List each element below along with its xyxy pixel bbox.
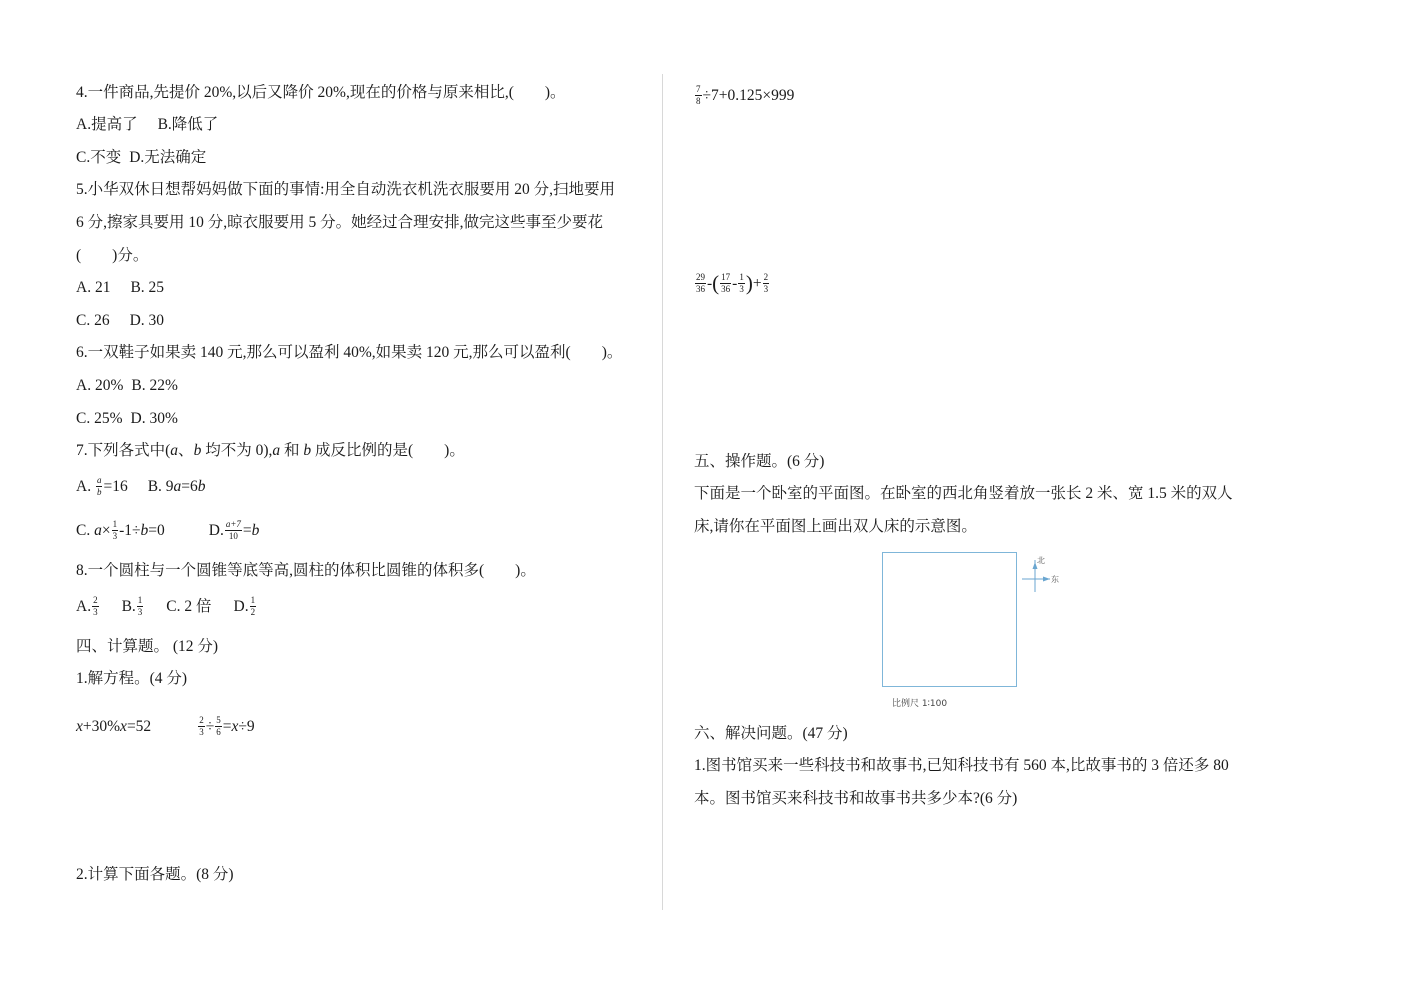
compass-icon (1020, 554, 1064, 594)
option-a: A. 21 (76, 279, 111, 296)
scale-label: 比例尺 1∶100 (892, 699, 948, 709)
fraction: $\frac{1}{3}$ (137, 595, 143, 617)
section-5-heading: 五、操作题。(6 分) (694, 453, 825, 470)
bedroom-floor-plan (882, 552, 1017, 687)
option-b: B.降低了 (157, 116, 219, 133)
equation-2: $\frac{2}{3}$ ÷ $\frac{5}{6}$ =x÷9 (199, 715, 255, 737)
fraction: $\frac{5}{6}$ (216, 715, 221, 737)
question-5-options-ab (76, 278, 164, 298)
option-d: D. $\frac{1}{2}$ (233, 595, 256, 617)
option-c: C. a× $\frac{1}{3}$ -1÷b=0 (76, 519, 165, 541)
option-d: D.无法确定 (129, 149, 207, 166)
option-d: D. 30% (130, 410, 178, 427)
fraction: $\frac{a+7}{10}$ (225, 519, 241, 541)
option-a: A. $\frac{2}{3}$ (76, 595, 98, 617)
question-5-line-1: 5.小华双休日想帮妈妈做下面的事情:用全自动洗衣机洗衣服要用 20 分,扫地要用 (76, 181, 616, 198)
section-4-part-1: 1.解方程。(4 分) (76, 670, 188, 687)
fraction: $\frac{2}{3}$ (93, 595, 98, 617)
question-5-line-3: ( )分。 (76, 247, 149, 264)
equation-1: x+30%x=52 (76, 718, 152, 736)
option-b: B. 9a=6b (147, 478, 206, 496)
fraction: $\frac{2}{3}$ (763, 272, 769, 294)
section-6-line-2: 本。图书馆买来科技书和故事书共多少本?(6 分) (694, 790, 1018, 807)
option-c: C. 25% (76, 410, 123, 427)
question-6: 6.一双鞋子如果卖 140 元,那么可以盈利 40%,如果卖 120 元,那么可以盈利( )。 (76, 344, 623, 361)
fraction: $\frac{1}{3}$ (112, 519, 118, 541)
fraction: $\frac{a}{b}$ (96, 475, 102, 497)
fraction: $\frac{7}{8}$ (696, 84, 701, 106)
question-5-line-2: 6 分,擦家具要用 10 分,晾衣服要用 5 分。她经过合理安排,做完这些事至少要花 (76, 214, 604, 231)
option-a: A. 20% (76, 377, 124, 394)
question-8: 8.一个圆柱与一个圆锥等底等高,圆柱的体积比圆锥的体积多( )。 (76, 562, 536, 579)
option-b: B. 25 (130, 279, 165, 296)
equations (76, 717, 255, 738)
section-6-line-1: 1.图书馆买来一些科技书和故事书,已知科技书有 560 本,比故事书的 3 倍还多 80 (694, 757, 1229, 774)
question-6-options-cd (76, 409, 178, 429)
question-4-options-ab (76, 115, 218, 135)
option-d: D. 30 (129, 312, 165, 329)
fraction: $\frac{1}{3}$ (739, 272, 744, 294)
section-6-heading: 六、解决问题。(47 分) (694, 725, 848, 742)
question-4: 4.一件商品,先提价 20%,以后又降价 20%,现在的价格与原来相比,( )。 (76, 84, 566, 101)
question-7-options-ab (76, 477, 206, 498)
question-4-options-cd (76, 148, 206, 168)
option-d: D. $\frac{a+7}{10}$ =b (208, 519, 260, 541)
fraction: $\frac{17}{36}$ (721, 272, 731, 294)
option-a: A. $\frac{a}{b}$ =16 (76, 475, 128, 497)
section-4-part-2: 2.计算下面各题。(8 分) (76, 866, 234, 883)
compass-east-label: 东 (1051, 575, 1059, 584)
compass-north-label: 北 (1037, 556, 1045, 565)
section-4-heading: 四、计算题。 (12 分) (76, 638, 219, 655)
option-c: C. 2 倍 (166, 598, 212, 616)
question-5-options-cd (76, 311, 164, 331)
option-b: B. 22% (131, 377, 178, 394)
section-5-line-2: 床,请你在平面图上画出双人床的示意图。 (694, 518, 977, 535)
question-6-options-ab (76, 376, 178, 396)
question-7: 7.下列各式中(a、b 均不为 0),a 和 b 成反比例的是( )。 (76, 442, 465, 459)
section-5-line-1: 下面是一个卧室的平面图。在卧室的西北角竖着放一张长 2 米、宽 1.5 米的双人 (694, 485, 1233, 502)
option-c: C. 26 (76, 312, 110, 329)
column-divider (662, 74, 663, 910)
fraction: $\frac{29}{36}$ (696, 272, 705, 294)
option-a: A.提高了 (76, 116, 138, 133)
option-b: B. $\frac{1}{3}$ (121, 595, 143, 617)
fraction: $\frac{1}{2}$ (250, 595, 256, 617)
fraction: $\frac{2}{3}$ (199, 715, 204, 737)
question-7-options-cd (76, 521, 259, 542)
question-8-options (76, 597, 257, 618)
option-c: C.不变 (76, 149, 122, 166)
calculation-1: $\frac{7}{8}$ ÷7+0.125×999 (696, 84, 795, 106)
calculation-2: $\frac{29}{36}$ -( $\frac{17}{36}$ - $\frac{1}{3}$ )+ $\frac{2}{3}$ (696, 270, 769, 295)
